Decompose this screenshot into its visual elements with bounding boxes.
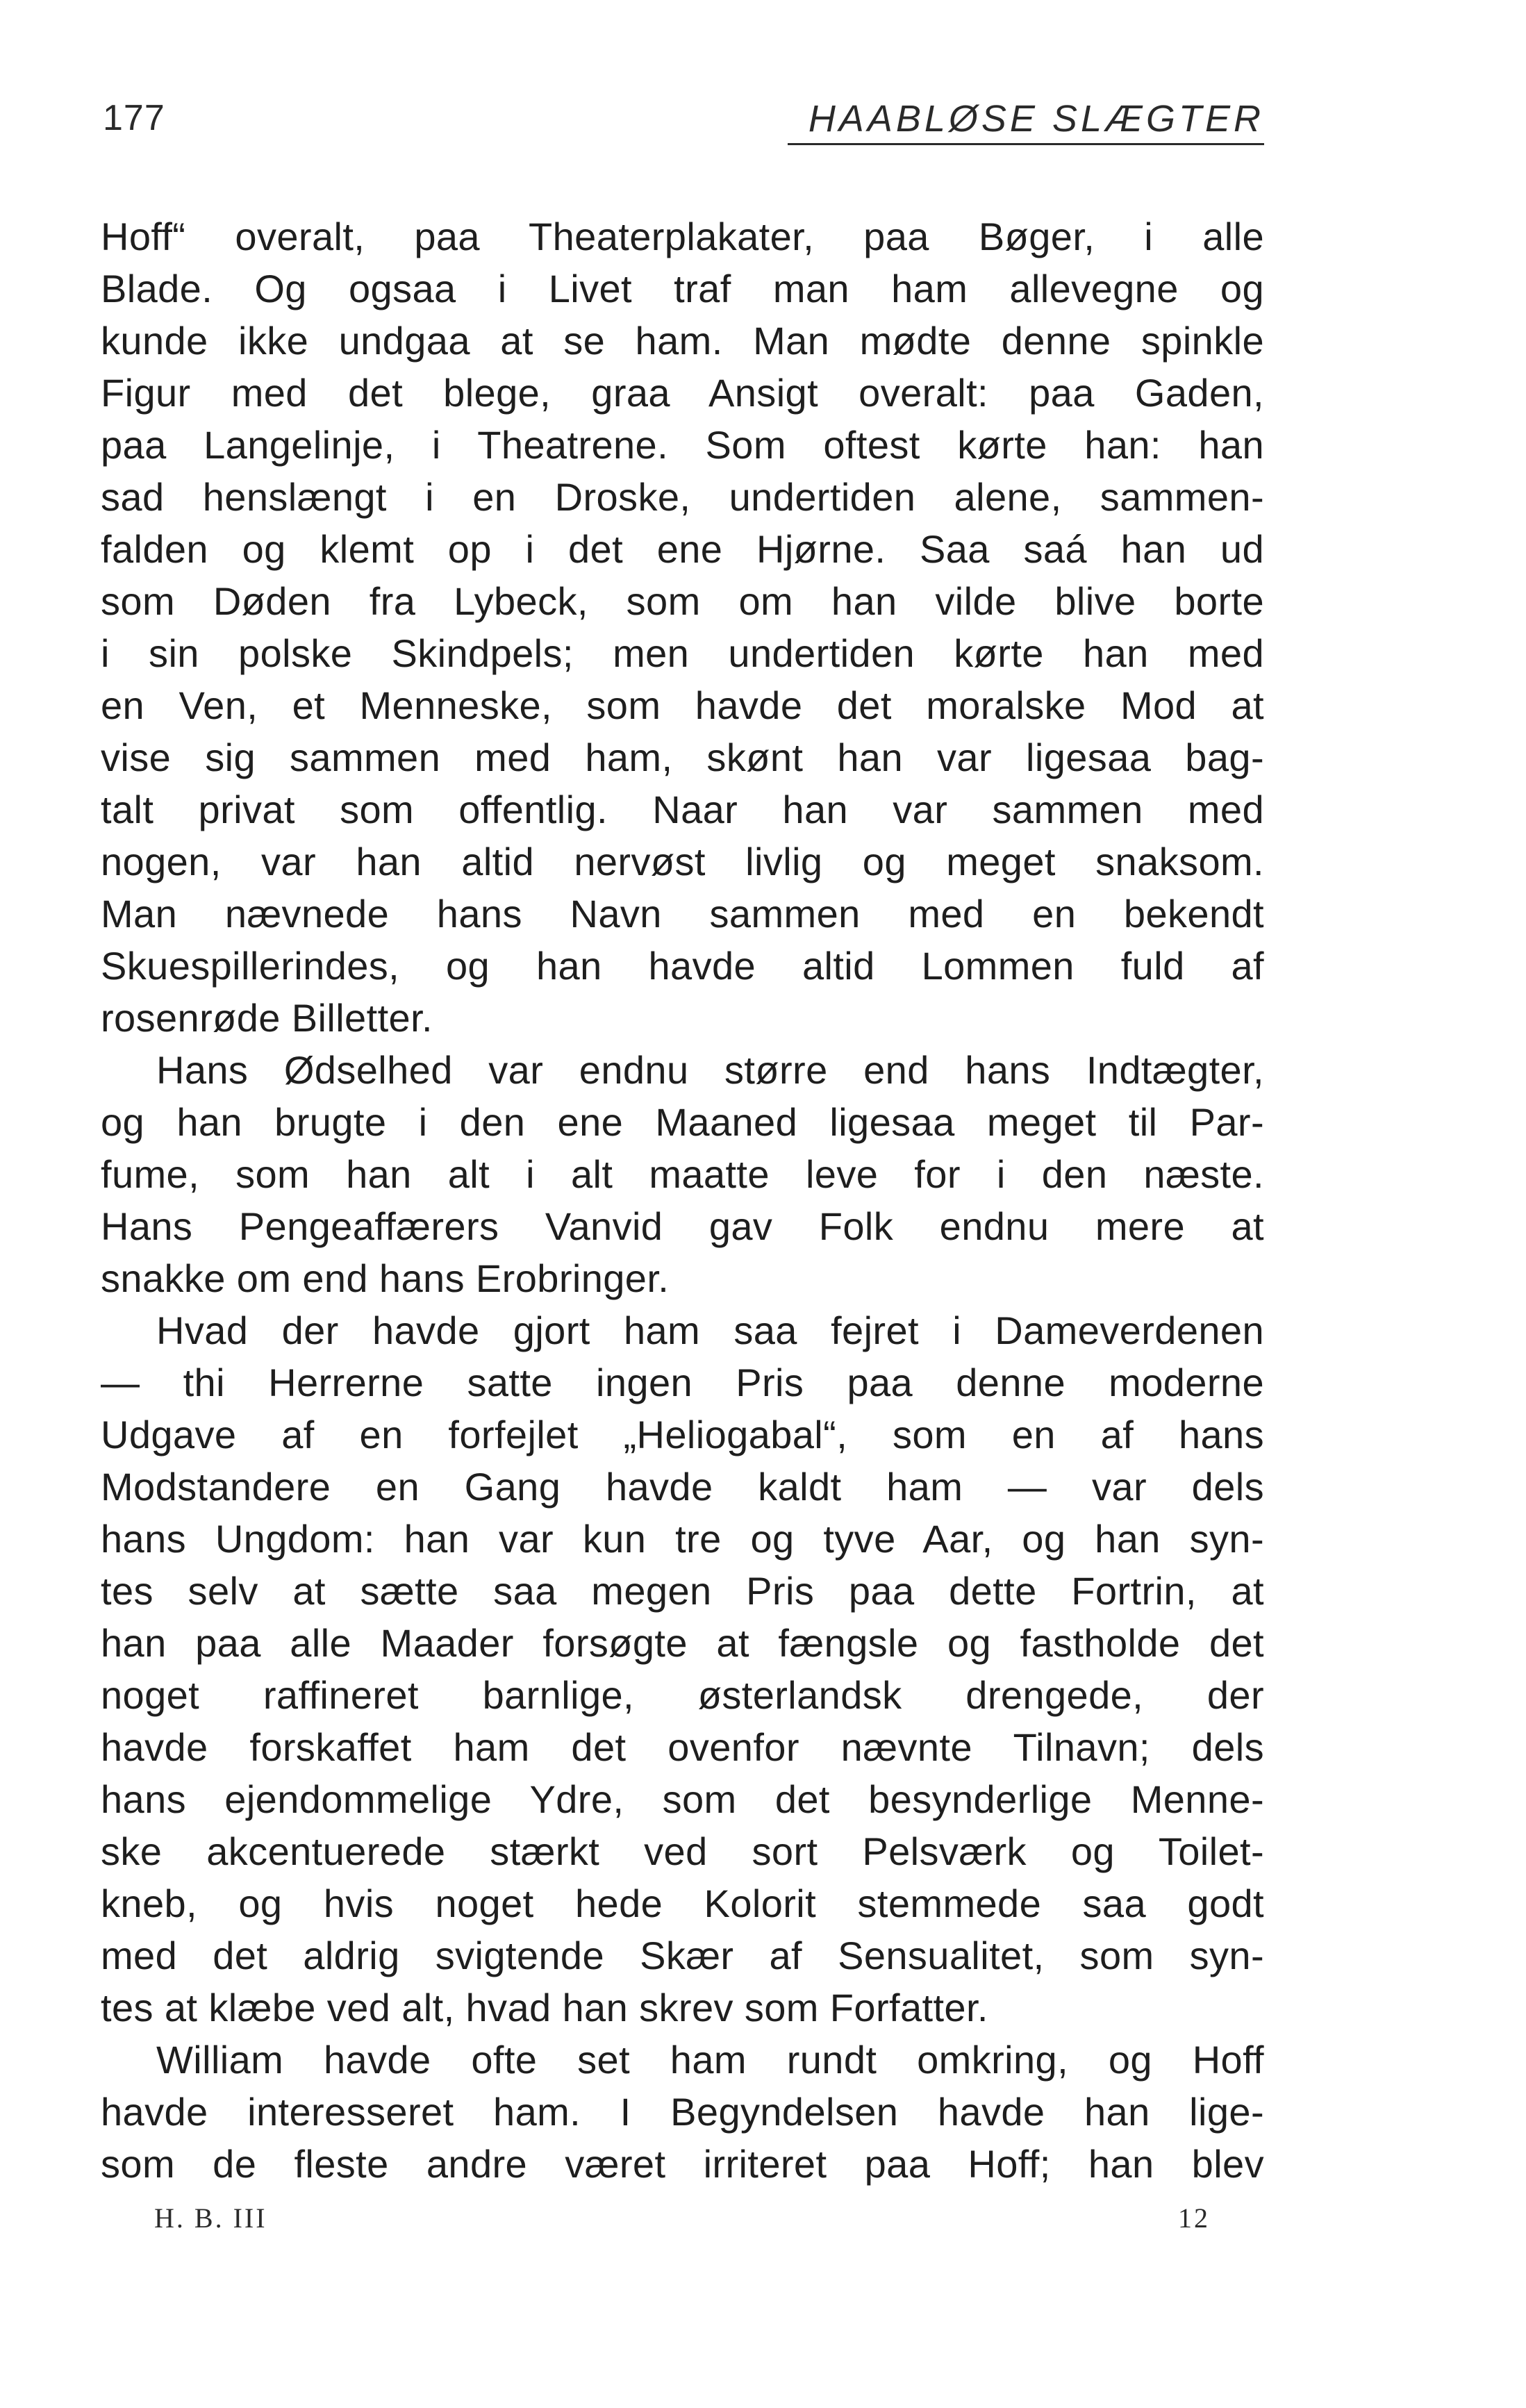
text-line: snakke om end hans Erobringer. xyxy=(101,1256,670,1300)
text-line: kunde ikke undgaa at se ham. Man mødte denne spinkle xyxy=(101,319,1264,363)
text-line: William havde ofte set ham rundt omkring, og Hoff xyxy=(156,2038,1264,2082)
text-line: Blade. Og ogsaa i Livet traf man ham allevegne og xyxy=(101,267,1264,310)
text-line: Man nævnede hans Navn sammen med en bekendt xyxy=(101,892,1264,936)
text-line: Skuespillerindes, og han havde altid Lommen fuld af xyxy=(101,944,1264,988)
text-line: som Døden fra Lybeck, som om han vilde blive borte xyxy=(101,579,1264,623)
text-line: Modstandere en Gang havde kaldt ham — var dels xyxy=(101,1465,1264,1509)
text-line: nogen, var han altid nervøst livlig og meget snaksom. xyxy=(101,840,1264,883)
text-line: Hans Ødselhed var endnu større end hans Indtægter, xyxy=(156,1048,1264,1092)
text-line: en Ven, et Menneske, som havde det moralske Mod at xyxy=(101,683,1264,727)
text-line: kneb, og hvis noget hede Kolorit stemmede saa godt xyxy=(101,1882,1264,1925)
text-line: Hoff“ overalt, paa Theaterplakater, paa Bøger, i alle xyxy=(101,215,1264,258)
page-header xyxy=(103,97,1264,153)
signature-mark: H. B. III xyxy=(154,2202,267,2234)
text-line: paa Langelinje, i Theatrene. Som oftest kørte han: han xyxy=(101,423,1264,467)
text-line: talt privat som offentlig. Naar han var sammen med xyxy=(101,788,1264,831)
text-line: tes at klæbe ved alt, hvad han skrev som Forfatter. xyxy=(101,1986,988,2029)
text-line: Figur med det blege, graa Ansigt overalt: paa Gaden, xyxy=(101,371,1264,415)
text-line: hans Ungdom: han var kun tre og tyve Aar, og han syn- xyxy=(101,1517,1264,1561)
text-line: ske akcentuerede stærkt ved sort Pelsværk og Toilet- xyxy=(101,1829,1264,1873)
text-line: rosenrøde Billetter. xyxy=(101,996,433,1040)
text-line: med det aldrig svigtende Skær af Sensualitet, som syn- xyxy=(101,1934,1264,1977)
text-line: — thi Herrerne satte ingen Pris paa denne moderne xyxy=(101,1361,1264,1404)
text-line: som de fleste andre været irriteret paa Hoff; han blev xyxy=(101,2142,1264,2186)
text-line: vise sig sammen med ham, skønt han var ligesaa bag- xyxy=(101,736,1264,779)
text-line: havde forskaffet ham det ovenfor nævnte Tilnavn; dels xyxy=(101,1725,1264,1769)
text-line: sad henslængt i en Droske, undertiden alene, sammen- xyxy=(101,475,1264,519)
text-line: i sin polske Skindpels; men undertiden kørte han med xyxy=(101,631,1264,675)
sheet-number: 12 xyxy=(1178,2202,1210,2234)
text-line: fume, som han alt i alt maatte leve for i den næste. xyxy=(101,1152,1264,1196)
text-line: Hans Pengeaffærers Vanvid gav Folk endnu mere at xyxy=(101,1204,1264,1248)
body-text xyxy=(101,210,1264,2190)
text-line: havde interesseret ham. I Begyndelsen havde han lige- xyxy=(101,2090,1264,2134)
text-line: han paa alle Maader forsøgte at fængsle og fastholde det xyxy=(101,1621,1264,1665)
text-line: Hvad der havde gjort ham saa fejret i Dameverdenen xyxy=(156,1309,1264,1352)
text-line: og han brugte i den ene Maaned ligesaa meget til Par- xyxy=(101,1100,1264,1144)
text-line: noget raffineret barnlige, østerlandsk drengede, der xyxy=(101,1673,1264,1717)
text-line: hans ejendommelige Ydre, som det besynderlige Menne- xyxy=(101,1777,1264,1821)
page-number: 177 xyxy=(103,98,165,138)
text-line: tes selv at sætte saa megen Pris paa dette Fortrin, at xyxy=(101,1569,1264,1613)
text-line: falden og klemt op i det ene Hjørne. Saa saá han ud xyxy=(101,527,1264,571)
running-title: HAABLØSE SLÆGTER xyxy=(788,97,1264,145)
text-line: Udgave af en forfejlet „Heliogabal“, som en af hans xyxy=(101,1413,1264,1456)
